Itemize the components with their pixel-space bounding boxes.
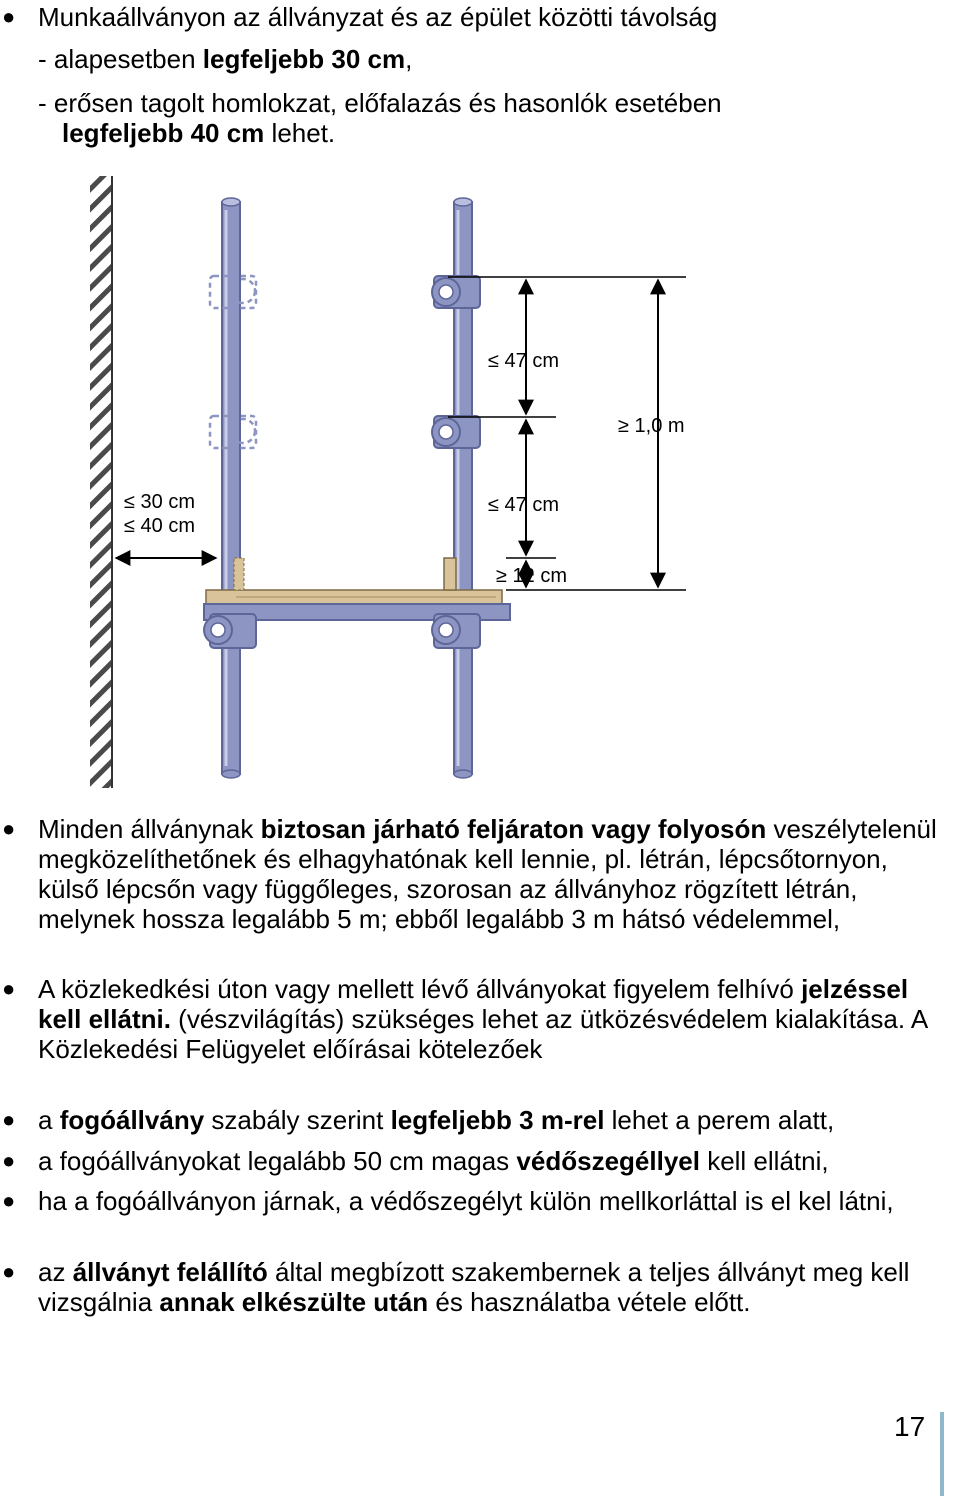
bullet-icon: ● xyxy=(2,1107,16,1132)
intro-line-1: Munkaállványon az állványzat és az épület közötti távolság xyxy=(38,2,718,32)
bullet-icon: ● xyxy=(2,1188,16,1213)
list-item-text: A közlekedkési úton vagy mellett lévő állványokat figyelem felhívó jelzéssel kell ellátni. (vészvilágítás) szükséges lehet az ütközésvédelem kialakítása. A Közlekedési Felügyelet előírásai kötelezőek xyxy=(38,974,927,1064)
label-gap-30: ≤ 30 cm xyxy=(124,491,195,513)
list-item xyxy=(0,1105,940,1137)
list-item-text: Minden állványnak biztosan járható feljáraton vagy folyosón veszélytelenül megközelíthetőnek és elhagyhatónak kell lennie, pl. létrán, lépcsőtornyon, külső lépcsőn vagy függőleges, szorosan az állványhoz rögzített létrán, melynek hossza legalább 5 m; ebből legalább 3 m hátsó védelemmel, xyxy=(38,814,937,934)
intro-list-item xyxy=(0,2,940,148)
intro-line-4: legfeljebb 40 cm lehet. xyxy=(62,118,336,148)
label-gap-40: ≤ 40 cm xyxy=(124,515,195,537)
coupler-right-top xyxy=(432,276,480,308)
coupler-right-middle xyxy=(432,416,480,448)
page-number: 17 xyxy=(894,1411,926,1442)
list-item xyxy=(0,1257,940,1349)
label-spacing-upper: ≤ 47 cm xyxy=(488,350,559,372)
label-spacing-lower: ≤ 47 cm xyxy=(488,494,559,516)
bullet-icon: ● xyxy=(2,816,16,841)
list-item xyxy=(0,974,940,1094)
building-wall xyxy=(90,176,112,788)
bullet-icon: ● xyxy=(2,976,16,1001)
bullet-icon: ● xyxy=(2,1259,16,1284)
intro-line-2: - alapesetben legfeljebb 30 cm, xyxy=(38,44,413,74)
inner-standard-tube xyxy=(222,198,240,778)
intro-line-3: - erősen tagolt homlokzat, előfalazás és hasonlók esetében xyxy=(38,88,722,118)
label-height: ≥ 1,0 m xyxy=(618,415,685,437)
list-item xyxy=(0,814,940,944)
list-item-text: a fogóállvány szabály szerint legfeljebb 3 m-rel lehet a perem alatt, xyxy=(38,1105,835,1135)
bullet-icon: ● xyxy=(2,1148,16,1173)
list-item-text: ha a fogóállványon járnak, a védőszegélyt külön mellkorláttal is el kel látni, xyxy=(38,1186,894,1216)
scaffold-figure xyxy=(86,170,706,792)
label-board: ≥ 12 cm xyxy=(496,565,567,587)
bullet-icon: ● xyxy=(2,4,16,29)
list-item-text: a fogóállványokat legalább 50 cm magas védőszegéllyel kell ellátni, xyxy=(38,1146,829,1176)
coupler-left-bottom xyxy=(204,614,256,648)
coupler-right-bottom xyxy=(432,614,480,648)
list-item-text: az állványt felállító által megbízott szakembernek a teljes állványt meg kell vizsgálnia annak elkészülte után és használatba vétele előtt. xyxy=(38,1257,910,1317)
page-number-bar xyxy=(940,1412,944,1496)
list-item xyxy=(0,1186,940,1248)
list-item xyxy=(0,1146,940,1178)
